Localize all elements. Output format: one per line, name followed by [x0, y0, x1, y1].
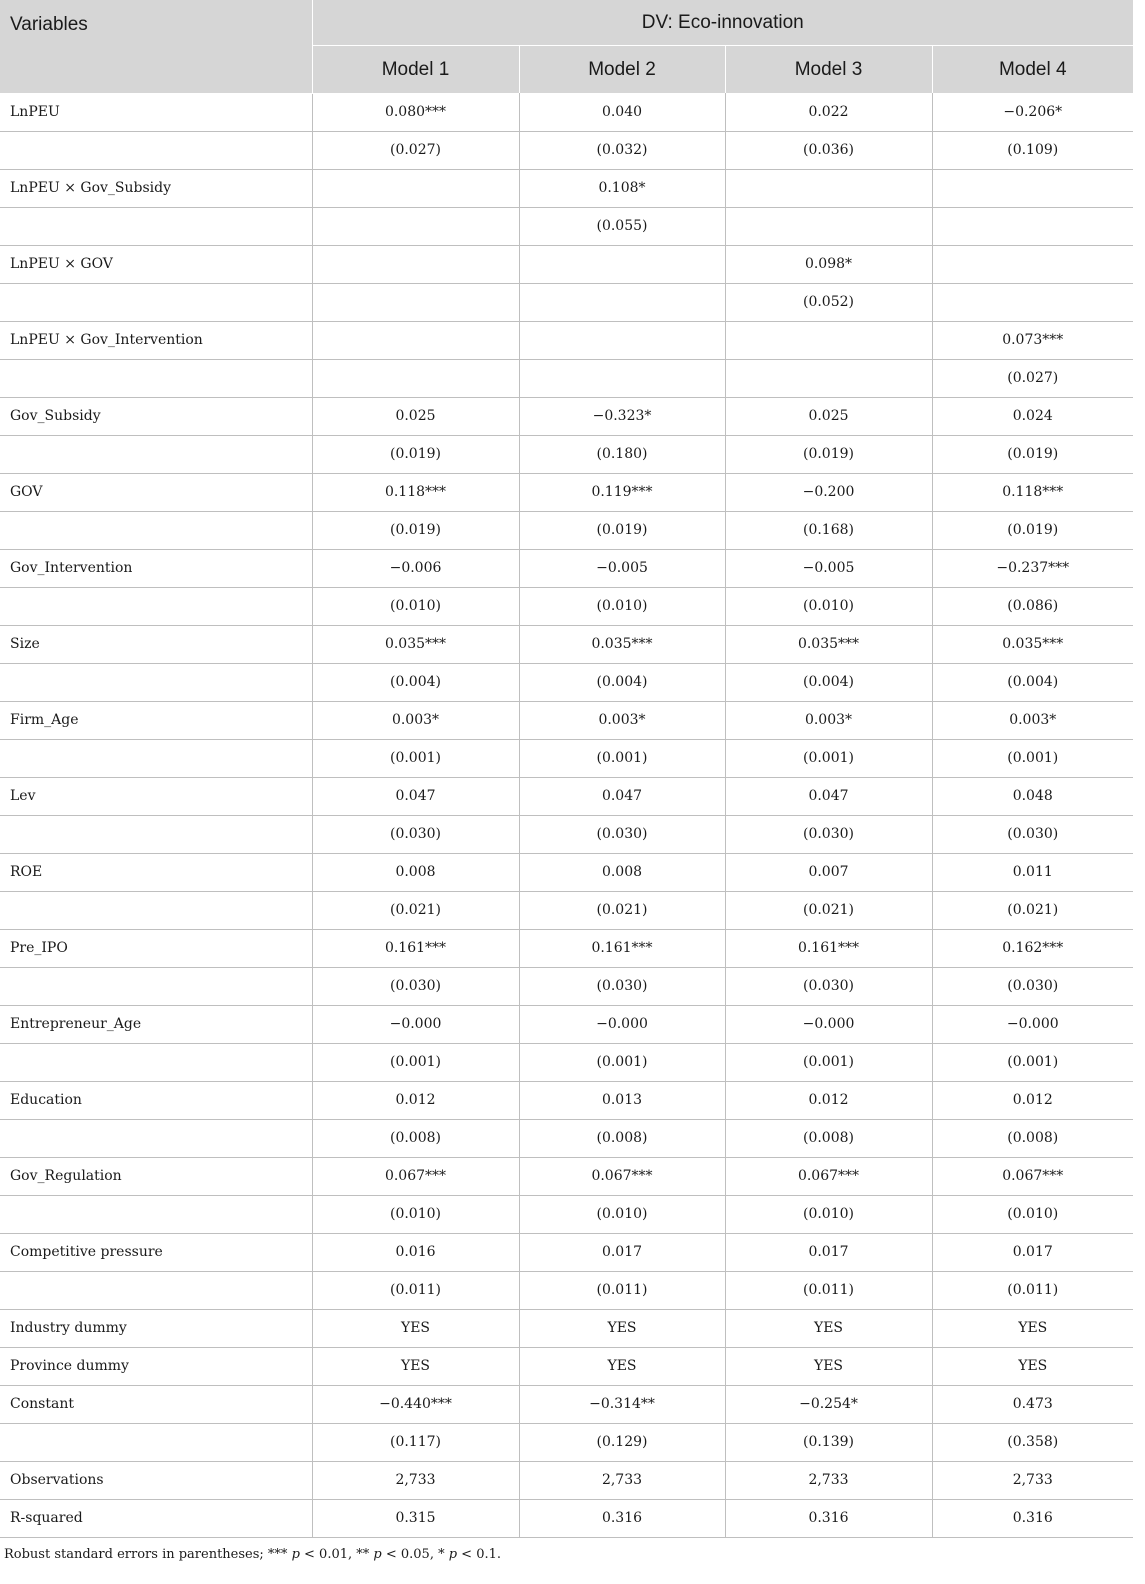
coefficient-cell: YES [932, 1309, 1133, 1347]
table-row [0, 435, 1133, 473]
coefficient-cell: 0.067*** [312, 1157, 519, 1195]
footnote-p: p [448, 1547, 458, 1562]
coefficient-cell: 0.017 [519, 1233, 725, 1271]
coefficient-cell: (0.019) [932, 511, 1133, 549]
coefficient-cell: −0.000 [519, 1005, 725, 1043]
coefficient-cell: YES [725, 1347, 932, 1385]
table-row [0, 1043, 1133, 1081]
variables-header: Variables [0, 0, 312, 93]
coefficient-cell: 0.012 [312, 1081, 519, 1119]
coefficient-cell: (0.019) [312, 511, 519, 549]
variable-label [0, 891, 312, 929]
coefficient-cell: (0.021) [519, 891, 725, 929]
table-row [0, 93, 1133, 131]
coefficient-cell: (0.019) [519, 511, 725, 549]
coefficient-cell: 0.048 [932, 777, 1133, 815]
coefficient-cell: (0.168) [725, 511, 932, 549]
coefficient-cell: 0.315 [312, 1499, 519, 1537]
coefficient-cell: (0.001) [312, 739, 519, 777]
coefficient-cell: (0.019) [312, 435, 519, 473]
table-row [0, 397, 1133, 435]
coefficient-cell: (0.011) [932, 1271, 1133, 1309]
coefficient-cell [519, 283, 725, 321]
coefficient-cell: −0.237*** [932, 549, 1133, 587]
coefficient-cell: 0.012 [932, 1081, 1133, 1119]
variable-label [0, 283, 312, 321]
coefficient-cell [312, 359, 519, 397]
coefficient-cell: (0.004) [932, 663, 1133, 701]
coefficient-cell: (0.109) [932, 131, 1133, 169]
coefficient-cell: 0.119*** [519, 473, 725, 511]
coefficient-cell: 0.040 [519, 93, 725, 131]
coefficient-cell: −0.254* [725, 1385, 932, 1423]
coefficient-cell: (0.030) [312, 815, 519, 853]
coefficient-cell: 0.035*** [725, 625, 932, 663]
coefficient-cell: (0.036) [725, 131, 932, 169]
coefficient-cell: 0.011 [932, 853, 1133, 891]
coefficient-cell: (0.021) [932, 891, 1133, 929]
variable-label: Gov_Regulation [0, 1157, 312, 1195]
coefficient-cell: 0.161*** [519, 929, 725, 967]
coefficient-cell: 0.161*** [725, 929, 932, 967]
table-row [0, 169, 1133, 207]
coefficient-cell: −0.440*** [312, 1385, 519, 1423]
coefficient-cell: (0.011) [725, 1271, 932, 1309]
coefficient-cell: (0.004) [725, 663, 932, 701]
model-header: Model 2 [519, 46, 725, 94]
variable-label: Entrepreneur_Age [0, 1005, 312, 1043]
model-header: Model 4 [932, 46, 1133, 94]
variable-label: Firm_Age [0, 701, 312, 739]
coefficient-cell [725, 359, 932, 397]
footnote-text: < 0.01, ** [299, 1547, 374, 1562]
coefficient-cell: 0.047 [312, 777, 519, 815]
coefficient-cell: 0.073*** [932, 321, 1133, 359]
coefficient-cell [725, 207, 932, 245]
variable-label: ROE [0, 853, 312, 891]
coefficient-cell: 0.473 [932, 1385, 1133, 1423]
coefficient-cell [312, 207, 519, 245]
coefficient-cell: (0.139) [725, 1423, 932, 1461]
coefficient-cell: 0.012 [725, 1081, 932, 1119]
coefficient-cell: (0.030) [725, 815, 932, 853]
coefficient-cell: (0.001) [932, 739, 1133, 777]
coefficient-cell: 0.017 [725, 1233, 932, 1271]
table-footnote [4, 1547, 501, 1562]
coefficient-cell: 0.047 [519, 777, 725, 815]
coefficient-cell: 0.017 [932, 1233, 1133, 1271]
coefficient-cell: 0.067*** [519, 1157, 725, 1195]
coefficient-cell: 0.047 [725, 777, 932, 815]
coefficient-cell: (0.021) [312, 891, 519, 929]
coefficient-cell: (0.010) [932, 1195, 1133, 1233]
coefficient-cell: (0.032) [519, 131, 725, 169]
coefficient-cell: (0.021) [725, 891, 932, 929]
variable-label [0, 967, 312, 1005]
coefficient-cell: −0.005 [725, 549, 932, 587]
table-row [0, 701, 1133, 739]
table-header [0, 0, 1133, 93]
coefficient-cell [519, 321, 725, 359]
table-body [0, 93, 1133, 1537]
model-header: Model 1 [312, 46, 519, 94]
table-row [0, 1271, 1133, 1309]
coefficient-cell: 0.025 [312, 397, 519, 435]
coefficient-cell: (0.019) [932, 435, 1133, 473]
table-row [0, 1499, 1133, 1537]
table-row [0, 587, 1133, 625]
table-row [0, 1119, 1133, 1157]
coefficient-cell: −0.314** [519, 1385, 725, 1423]
table-row [0, 967, 1133, 1005]
table-row [0, 777, 1133, 815]
coefficient-cell: −0.000 [725, 1005, 932, 1043]
coefficient-cell [519, 245, 725, 283]
variable-label: Constant [0, 1385, 312, 1423]
coefficient-cell: 2,733 [725, 1461, 932, 1499]
table-row [0, 663, 1133, 701]
table-row [0, 1309, 1133, 1347]
table-row [0, 1461, 1133, 1499]
coefficient-cell: (0.030) [519, 967, 725, 1005]
footnote-text: < 0.05, * [381, 1547, 449, 1562]
table-row [0, 891, 1133, 929]
table-row [0, 1423, 1133, 1461]
table-row [0, 1195, 1133, 1233]
variable-label [0, 663, 312, 701]
coefficient-cell: 0.161*** [312, 929, 519, 967]
coefficient-cell: (0.030) [932, 967, 1133, 1005]
coefficient-cell [312, 283, 519, 321]
variable-label [0, 1119, 312, 1157]
coefficient-cell: (0.052) [725, 283, 932, 321]
coefficient-cell: 0.035*** [932, 625, 1133, 663]
coefficient-cell: (0.086) [932, 587, 1133, 625]
coefficient-cell: 0.108* [519, 169, 725, 207]
variable-label: LnPEU [0, 93, 312, 131]
coefficient-cell: YES [725, 1309, 932, 1347]
table-row [0, 815, 1133, 853]
table-row [0, 625, 1133, 663]
table-row [0, 1157, 1133, 1195]
dependent-variable-header: DV: Eco-innovation [312, 0, 1133, 46]
coefficient-cell: 0.316 [519, 1499, 725, 1537]
coefficient-cell: 0.008 [519, 853, 725, 891]
variable-label [0, 815, 312, 853]
variable-label [0, 587, 312, 625]
table-row [0, 207, 1133, 245]
coefficient-cell [932, 283, 1133, 321]
coefficient-cell: (0.358) [932, 1423, 1133, 1461]
coefficient-cell: −0.200 [725, 473, 932, 511]
coefficient-cell: −0.323* [519, 397, 725, 435]
variable-label: Industry dummy [0, 1309, 312, 1347]
footnote-p: p [373, 1547, 382, 1562]
variable-label: Province dummy [0, 1347, 312, 1385]
table-row [0, 1005, 1133, 1043]
coefficient-cell: YES [932, 1347, 1133, 1385]
table-row [0, 131, 1133, 169]
coefficient-cell: 2,733 [519, 1461, 725, 1499]
coefficient-cell [932, 207, 1133, 245]
table-row [0, 473, 1133, 511]
variable-label: R-squared [0, 1499, 312, 1537]
footnote-text: < 0.1. [457, 1547, 502, 1562]
coefficient-cell: (0.030) [725, 967, 932, 1005]
variable-label: Size [0, 625, 312, 663]
variable-label: Pre_IPO [0, 929, 312, 967]
table-row [0, 1347, 1133, 1385]
variable-label: Gov_Intervention [0, 549, 312, 587]
variable-label: LnPEU × GOV [0, 245, 312, 283]
coefficient-cell: (0.001) [312, 1043, 519, 1081]
table-row [0, 359, 1133, 397]
coefficient-cell: 0.035*** [519, 625, 725, 663]
coefficient-cell: (0.011) [519, 1271, 725, 1309]
footnote-p: p [291, 1547, 300, 1562]
coefficient-cell [932, 245, 1133, 283]
coefficient-cell: 0.008 [312, 853, 519, 891]
coefficient-cell: (0.055) [519, 207, 725, 245]
variable-label: Competitive pressure [0, 1233, 312, 1271]
coefficient-cell: 0.080*** [312, 93, 519, 131]
coefficient-cell [725, 321, 932, 359]
variable-label [0, 511, 312, 549]
coefficient-cell [725, 169, 932, 207]
coefficient-cell: −0.000 [932, 1005, 1133, 1043]
coefficient-cell: 0.162*** [932, 929, 1133, 967]
variable-label: Lev [0, 777, 312, 815]
variable-label [0, 207, 312, 245]
variable-label [0, 1271, 312, 1309]
coefficient-cell: YES [519, 1309, 725, 1347]
coefficient-cell [519, 359, 725, 397]
coefficient-cell: 0.022 [725, 93, 932, 131]
variable-label [0, 359, 312, 397]
table-row [0, 853, 1133, 891]
coefficient-cell: 0.013 [519, 1081, 725, 1119]
table-row [0, 929, 1133, 967]
coefficient-cell: (0.008) [519, 1119, 725, 1157]
table-row [0, 245, 1133, 283]
coefficient-cell: (0.001) [725, 739, 932, 777]
coefficient-cell: 0.003* [312, 701, 519, 739]
coefficient-cell: 0.035*** [312, 625, 519, 663]
coefficient-cell: (0.001) [519, 1043, 725, 1081]
coefficient-cell: 2,733 [312, 1461, 519, 1499]
variable-label: GOV [0, 473, 312, 511]
coefficient-cell: (0.008) [932, 1119, 1133, 1157]
coefficient-cell: (0.010) [312, 1195, 519, 1233]
table-row [0, 1385, 1133, 1423]
variable-label: LnPEU × Gov_Subsidy [0, 169, 312, 207]
coefficient-cell: (0.011) [312, 1271, 519, 1309]
coefficient-cell: 0.118*** [312, 473, 519, 511]
coefficient-cell: (0.004) [312, 663, 519, 701]
table-row [0, 511, 1133, 549]
coefficient-cell: (0.027) [312, 131, 519, 169]
coefficient-cell [312, 321, 519, 359]
variable-label [0, 739, 312, 777]
coefficient-cell [932, 169, 1133, 207]
footnote-text: Robust standard errors in parentheses; *** [4, 1547, 292, 1562]
coefficient-cell: (0.004) [519, 663, 725, 701]
coefficient-cell: (0.027) [932, 359, 1133, 397]
variable-label [0, 1043, 312, 1081]
coefficient-cell: 2,733 [932, 1461, 1133, 1499]
coefficient-cell [312, 169, 519, 207]
coefficient-cell: YES [312, 1347, 519, 1385]
table-row [0, 321, 1133, 359]
coefficient-cell: (0.010) [312, 587, 519, 625]
coefficient-cell: (0.001) [519, 739, 725, 777]
coefficient-cell: 0.025 [725, 397, 932, 435]
variable-label: Gov_Subsidy [0, 397, 312, 435]
coefficient-cell: 0.003* [519, 701, 725, 739]
coefficient-cell: (0.010) [725, 587, 932, 625]
table-row [0, 1081, 1133, 1119]
coefficient-cell: 0.316 [725, 1499, 932, 1537]
coefficient-cell: 0.003* [725, 701, 932, 739]
coefficient-cell: 0.024 [932, 397, 1133, 435]
coefficient-cell: (0.019) [725, 435, 932, 473]
coefficient-cell: −0.206* [932, 93, 1133, 131]
table-row [0, 283, 1133, 321]
variable-label [0, 435, 312, 473]
table-row [0, 1233, 1133, 1271]
variable-label: Observations [0, 1461, 312, 1499]
coefficient-cell: (0.001) [932, 1043, 1133, 1081]
table-row [0, 549, 1133, 587]
variable-label: LnPEU × Gov_Intervention [0, 321, 312, 359]
coefficient-cell: 0.016 [312, 1233, 519, 1271]
coefficient-cell: 0.067*** [725, 1157, 932, 1195]
coefficient-cell: (0.030) [932, 815, 1133, 853]
variable-label: Education [0, 1081, 312, 1119]
coefficient-cell: (0.030) [312, 967, 519, 1005]
coefficient-cell: YES [312, 1309, 519, 1347]
coefficient-cell: −0.005 [519, 549, 725, 587]
table-row [0, 739, 1133, 777]
coefficient-cell: (0.010) [519, 587, 725, 625]
coefficient-cell: (0.180) [519, 435, 725, 473]
coefficient-cell: (0.129) [519, 1423, 725, 1461]
coefficient-cell: (0.030) [519, 815, 725, 853]
variable-label [0, 1195, 312, 1233]
coefficient-cell: YES [519, 1347, 725, 1385]
coefficient-cell: −0.000 [312, 1005, 519, 1043]
model-header: Model 3 [725, 46, 932, 94]
coefficient-cell: 0.003* [932, 701, 1133, 739]
variable-label [0, 1423, 312, 1461]
coefficient-cell: (0.117) [312, 1423, 519, 1461]
coefficient-cell: 0.007 [725, 853, 932, 891]
coefficient-cell: (0.008) [312, 1119, 519, 1157]
variable-label [0, 131, 312, 169]
coefficient-cell: 0.067*** [932, 1157, 1133, 1195]
coefficient-cell: (0.008) [725, 1119, 932, 1157]
coefficient-cell: (0.010) [725, 1195, 932, 1233]
coefficient-cell: 0.118*** [932, 473, 1133, 511]
coefficient-cell: (0.001) [725, 1043, 932, 1081]
coefficient-cell [312, 245, 519, 283]
coefficient-cell: 0.098* [725, 245, 932, 283]
coefficient-cell: (0.010) [519, 1195, 725, 1233]
coefficient-cell: −0.006 [312, 549, 519, 587]
coefficient-cell: 0.316 [932, 1499, 1133, 1537]
